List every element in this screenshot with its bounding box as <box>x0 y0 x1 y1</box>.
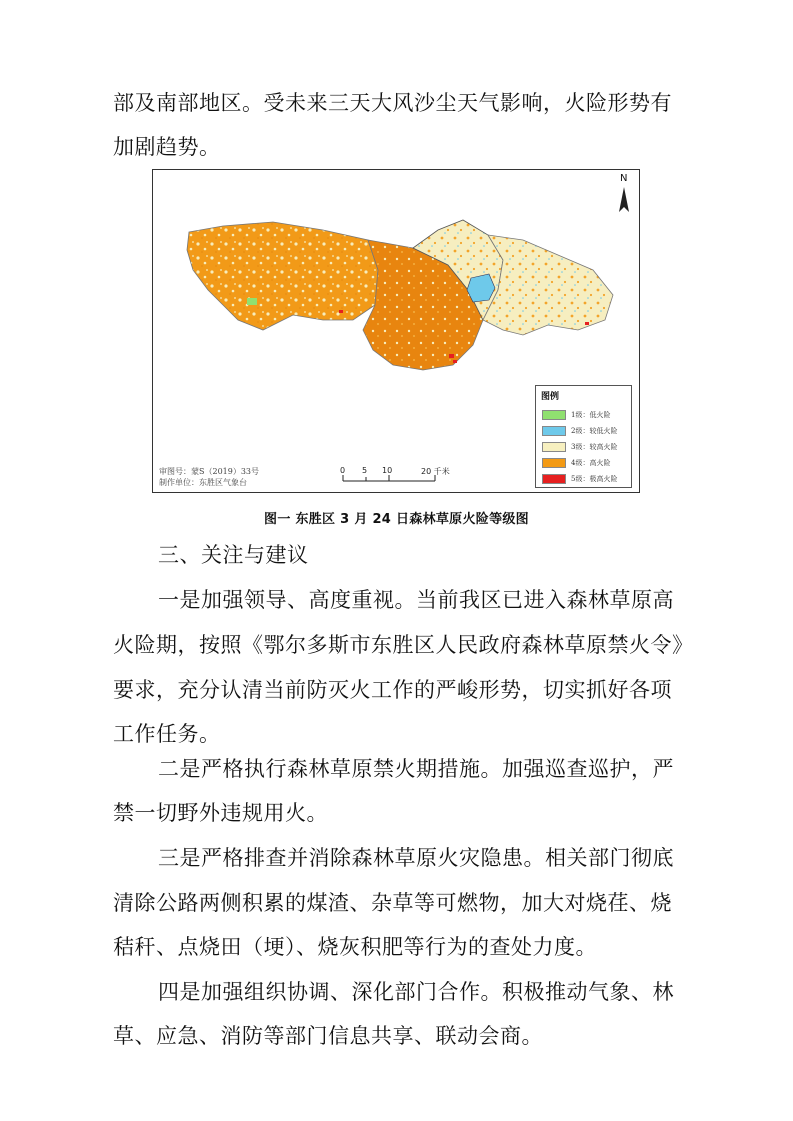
legend-swatch <box>542 458 566 468</box>
legend-swatch <box>542 474 566 484</box>
legend-label: 2级：较低火险 <box>571 427 618 435</box>
legend-label: 3级：较高火险 <box>571 443 618 451</box>
text-line: 三是严格排查并消除森林草原火灾隐患。相关部门彻底 <box>158 846 674 870</box>
legend-label: 5级：极高火险 <box>571 475 618 483</box>
text-line: 清除公路两侧积累的煤渣、杂草等可燃物，加大对烧荏、烧 <box>113 891 672 915</box>
text-line: 工作任务。 <box>113 722 221 746</box>
legend-label: 1级：低火险 <box>571 411 611 419</box>
text-line: 火险期，按照《鄂尔多斯市东胜区人民政府森林草原禁火令》 <box>113 633 694 657</box>
text-line: 草、应急、消防等部门信息共享、联动会商。 <box>113 1024 543 1048</box>
scale-label: 5 <box>362 466 368 475</box>
scale-label: 0 <box>340 466 346 475</box>
text-line: 一是加强领导、高度重视。当前我区已进入森林草原高 <box>158 588 674 612</box>
text-line: 要求，充分认清当前防灭火工作的严峻形势，切实抓好各项 <box>113 678 672 702</box>
legend-swatch <box>542 426 566 436</box>
map-approval-number: 审图号：蒙S（2019）33号 <box>159 467 260 476</box>
scale-label: 10 <box>382 466 393 475</box>
fire-risk-map <box>152 169 640 493</box>
map-producer: 制作单位：东胜区气象台 <box>159 478 247 487</box>
map-legend <box>535 385 632 488</box>
section-heading: 三、关注与建议 <box>158 543 309 567</box>
legend-swatch <box>542 442 566 452</box>
scale-label: 20 千米 <box>421 467 450 476</box>
legend-title: 图例 <box>541 392 560 402</box>
text-line: 秸秆、点烧田（埂）、烧灰积肥等行为的查处力度。 <box>113 935 597 959</box>
north-label: N <box>620 173 628 184</box>
legend-swatch <box>542 410 566 420</box>
text-line: 加剧趋势。 <box>113 135 221 159</box>
legend-label: 4级：高火险 <box>571 459 611 467</box>
text-line: 二是严格执行森林草原禁火期措施。加强巡查巡护，严 <box>158 757 674 781</box>
text-line: 禁一切野外违规用火。 <box>113 801 328 825</box>
text-line: 四是加强组织协调、深化部门合作。积极推动气象、林 <box>158 980 674 1004</box>
figure-caption: 图一 东胜区 3 月 24 日森林草原火险等级图 <box>264 512 529 527</box>
text-line: 部及南部地区。受未来三天大风沙尘天气影响，火险形势有 <box>113 91 672 115</box>
